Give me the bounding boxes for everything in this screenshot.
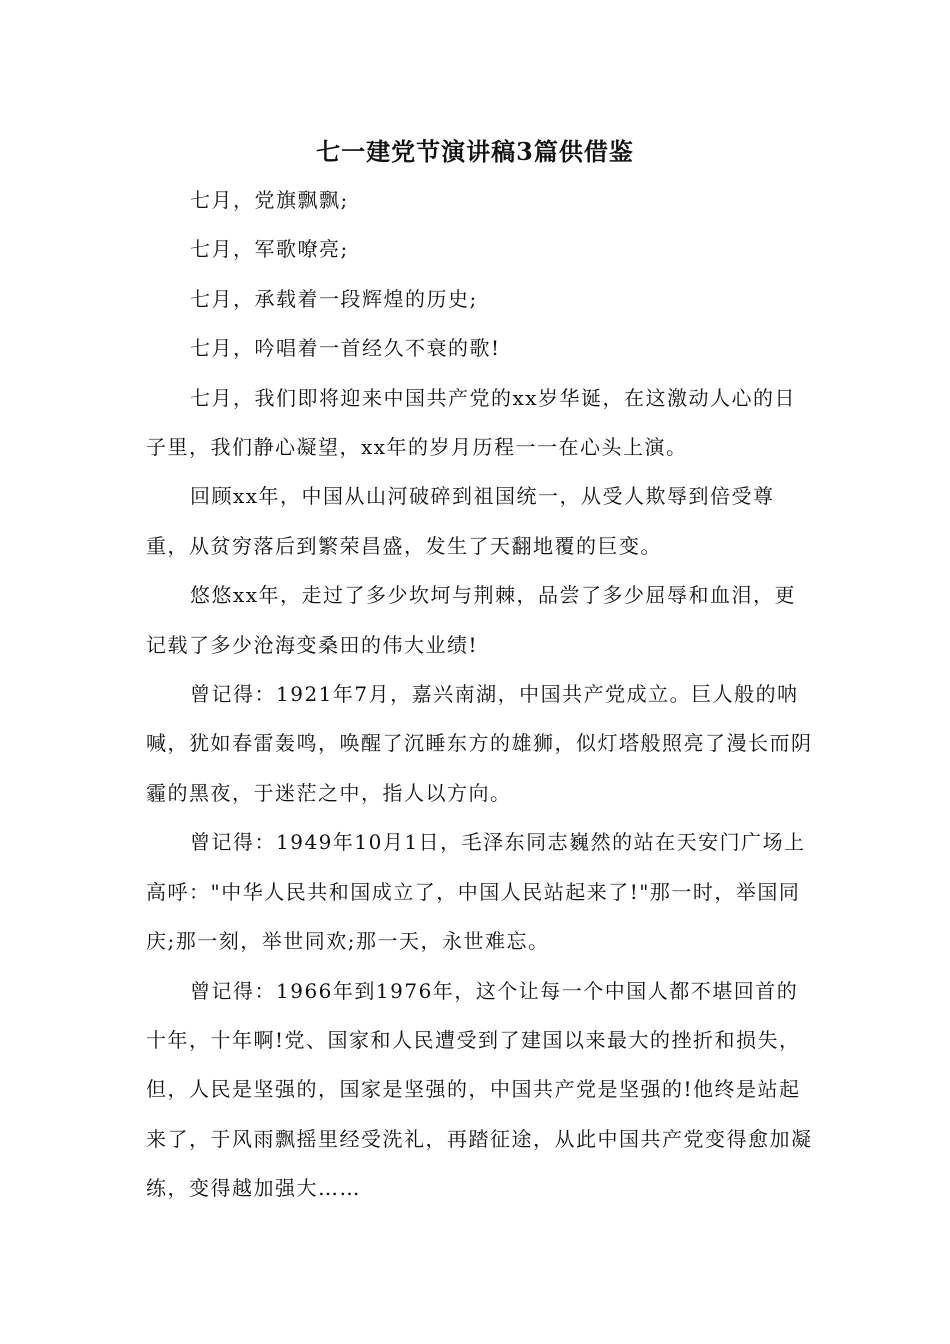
paragraph: 曾记得：1921年7月，嘉兴南湖，中国共产党成立。巨人般的呐喊，犹如春雷轰鸣，唤醒了沉睡东方的雄狮，似灯塔般照亮了漫长而阴霾的黑夜，于迷茫之中，指人以方向。 bbox=[146, 682, 813, 805]
paragraph: 回顾xx年，中国从山河破碎到祖国统一，从受人欺辱到倍受尊重，从贫穷落后到繁荣昌盛，发生了天翻地覆的巨变。 bbox=[146, 484, 775, 558]
paragraph: 七月，承载着一段辉煌的历史; bbox=[190, 286, 478, 311]
document-body bbox=[146, 176, 816, 1214]
paragraph: 曾记得：1966年到1976年，这个让每一个中国人都不堪回首的十年，十年啊!党、国家和人民遭受到了建国以来最大的挫折和损失，但，人民是坚强的，国家是坚强的，中国共产党是坚强的!他终是站起来了，于风雨飘摇里经受洗礼，再踏征途，从此中国共产党变得愈加凝练，变得越加强大…… bbox=[146, 978, 813, 1201]
document-title: 七一建党节演讲稿3篇供借鉴 bbox=[316, 137, 634, 166]
paragraph: 七月，吟唱着一首经久不衰的歌! bbox=[190, 336, 501, 361]
paragraph: 悠悠xx年，走过了多少坎坷与荆棘，品尝了多少屈辱和血泪，更记载了多少沧海变桑田的伟大业绩! bbox=[146, 583, 797, 657]
paragraph: 曾记得：1949年10月1日，毛泽东同志巍然的站在天安门广场上高呼："中华人民共和国成立了，中国人民站起来了!"那一时，举国同庆;那一刻，举世同欢;那一天，永世难忘。 bbox=[146, 830, 806, 954]
paragraph: 七月，党旗飘飘; bbox=[190, 188, 349, 212]
paragraph: 七月，军歌嘹亮; bbox=[190, 237, 349, 262]
paragraph: 七月，我们即将迎来中国共产党的xx岁华诞，在这激动人心的日子里，我们静心凝望，xx年的岁月历程一一在心头上演。 bbox=[146, 385, 797, 460]
